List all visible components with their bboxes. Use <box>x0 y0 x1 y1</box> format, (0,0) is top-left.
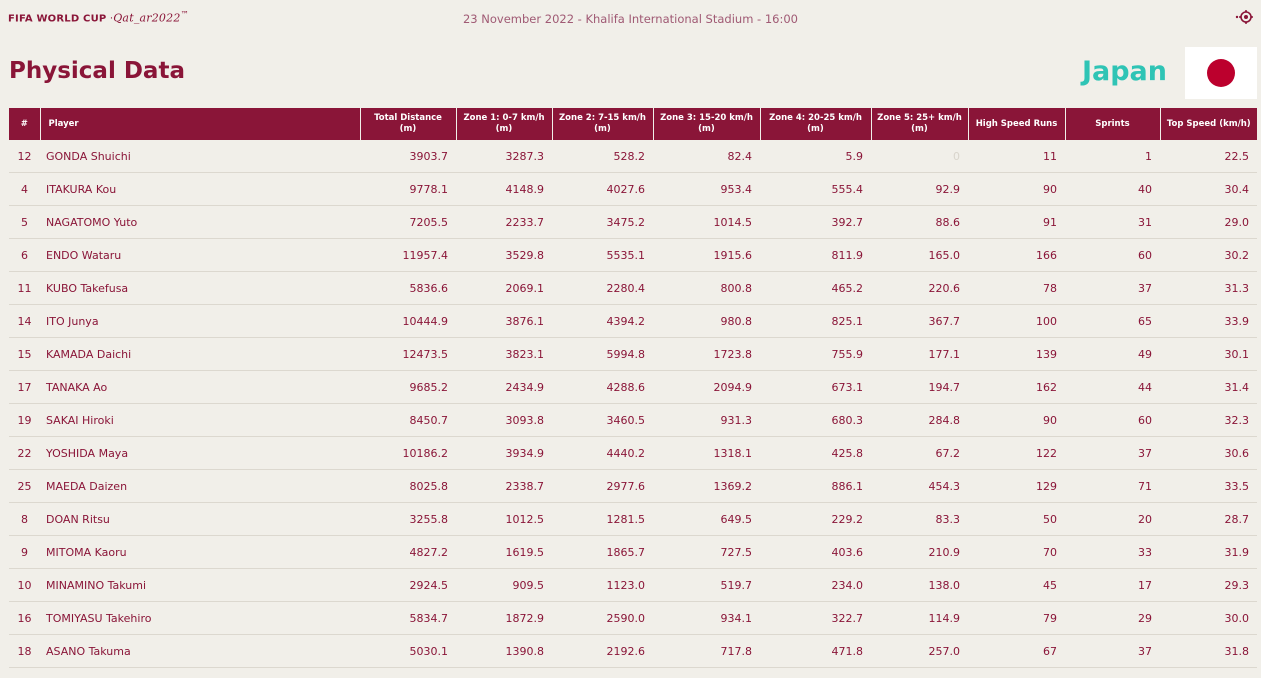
cell-zone4: 229.2 <box>760 503 871 536</box>
table-row <box>9 635 1257 668</box>
cell-total-distance: 8025.8 <box>360 470 456 503</box>
cell-zone2: 2280.4 <box>552 272 653 305</box>
cell-sprints: 33 <box>1065 536 1160 569</box>
cell-total-distance: 7205.5 <box>360 206 456 239</box>
cell-high-speed-runs: 45 <box>968 569 1065 602</box>
table-row <box>9 437 1257 470</box>
cell-sprints: 71 <box>1065 470 1160 503</box>
table-row <box>9 272 1257 305</box>
cell-player: ASANO Takuma <box>40 635 360 668</box>
cell-zone5: 177.1 <box>871 338 968 371</box>
cell-high-speed-runs: 166 <box>968 239 1065 272</box>
cell-total-distance: 5836.6 <box>360 272 456 305</box>
cell-zone1: 2233.7 <box>456 206 552 239</box>
cell-player: KUBO Takefusa <box>40 272 360 305</box>
cell-player: SAKAI Hiroki <box>40 404 360 437</box>
cell-zone4: 403.6 <box>760 536 871 569</box>
cell-number: 25 <box>9 470 40 503</box>
cell-zone5: 67.2 <box>871 437 968 470</box>
cell-high-speed-runs: 100 <box>968 305 1065 338</box>
header-zone5: Zone 5: 25+ km/h (m) <box>871 108 968 140</box>
cell-zone3: 1723.8 <box>653 338 760 371</box>
cell-zone5: 114.9 <box>871 602 968 635</box>
cell-player: MINAMINO Takumi <box>40 569 360 602</box>
table-row <box>9 404 1257 437</box>
header-total-distance: Total Distance (m) <box>360 108 456 140</box>
header-zone1: Zone 1: 0-7 km/h (m) <box>456 108 552 140</box>
cell-total-distance: 9778.1 <box>360 173 456 206</box>
cell-zone3: 980.8 <box>653 305 760 338</box>
cell-zone5: 165.0 <box>871 239 968 272</box>
cell-sprints: 20 <box>1065 503 1160 536</box>
cell-zone4: 811.9 <box>760 239 871 272</box>
cell-zone5: 194.7 <box>871 371 968 404</box>
page-title: Physical Data <box>9 58 185 84</box>
cell-sprints: 31 <box>1065 206 1160 239</box>
table-row <box>9 470 1257 503</box>
cell-zone1: 3876.1 <box>456 305 552 338</box>
cell-player: ITO Junya <box>40 305 360 338</box>
cell-zone5: 210.9 <box>871 536 968 569</box>
header-number: # <box>9 108 40 140</box>
cell-zone2: 4440.2 <box>552 437 653 470</box>
cell-zone5: 0 <box>871 140 968 173</box>
cell-number: 15 <box>9 338 40 371</box>
cell-zone2: 4027.6 <box>552 173 653 206</box>
cell-zone1: 2069.1 <box>456 272 552 305</box>
table-header-row <box>9 108 1257 140</box>
table-row <box>9 371 1257 404</box>
cell-zone4: 322.7 <box>760 602 871 635</box>
cell-sprints: 1 <box>1065 140 1160 173</box>
cell-zone2: 2192.6 <box>552 635 653 668</box>
cell-player: ITAKURA Kou <box>40 173 360 206</box>
cell-high-speed-runs: 129 <box>968 470 1065 503</box>
cell-zone3: 2094.9 <box>653 371 760 404</box>
cell-high-speed-runs: 11 <box>968 140 1065 173</box>
cell-zone1: 1012.5 <box>456 503 552 536</box>
cell-high-speed-runs: 90 <box>968 404 1065 437</box>
cell-zone3: 1318.1 <box>653 437 760 470</box>
cell-top-speed: 28.7 <box>1160 503 1257 536</box>
cell-zone1: 3287.3 <box>456 140 552 173</box>
logo-qatar-text: Qat_ar2022 <box>113 11 181 25</box>
cell-zone3: 649.5 <box>653 503 760 536</box>
cell-zone1: 4148.9 <box>456 173 552 206</box>
cell-number: 4 <box>9 173 40 206</box>
cell-zone4: 680.3 <box>760 404 871 437</box>
match-info: 23 November 2022 - Khalifa International Stadium - 16:00 <box>462 12 798 26</box>
japan-flag <box>1185 47 1257 99</box>
cell-sprints: 65 <box>1065 305 1160 338</box>
cell-sprints: 40 <box>1065 173 1160 206</box>
cell-number: 5 <box>9 206 40 239</box>
cell-zone5: 88.6 <box>871 206 968 239</box>
table-row <box>9 206 1257 239</box>
cell-high-speed-runs: 78 <box>968 272 1065 305</box>
physical-data-table <box>9 108 1257 668</box>
cell-zone5: 92.9 <box>871 173 968 206</box>
cell-total-distance: 10444.9 <box>360 305 456 338</box>
cell-total-distance: 12473.5 <box>360 338 456 371</box>
cell-number: 22 <box>9 437 40 470</box>
cell-zone3: 931.3 <box>653 404 760 437</box>
cell-top-speed: 22.5 <box>1160 140 1257 173</box>
cell-zone2: 5994.8 <box>552 338 653 371</box>
cell-player: YOSHIDA Maya <box>40 437 360 470</box>
cell-zone5: 83.3 <box>871 503 968 536</box>
team-name: Japan <box>1081 56 1167 87</box>
cell-number: 10 <box>9 569 40 602</box>
cell-high-speed-runs: 79 <box>968 602 1065 635</box>
cell-top-speed: 30.1 <box>1160 338 1257 371</box>
cell-total-distance: 10186.2 <box>360 437 456 470</box>
cell-sprints: 37 <box>1065 272 1160 305</box>
cell-zone3: 82.4 <box>653 140 760 173</box>
header-top-speed: Top Speed (km/h) <box>1160 108 1257 140</box>
cell-zone2: 1865.7 <box>552 536 653 569</box>
cell-number: 8 <box>9 503 40 536</box>
cell-sprints: 29 <box>1065 602 1160 635</box>
cell-zone3: 727.5 <box>653 536 760 569</box>
cell-zone2: 3460.5 <box>552 404 653 437</box>
cell-zone3: 1915.6 <box>653 239 760 272</box>
cell-player: MITOMA Kaoru <box>40 536 360 569</box>
cell-total-distance: 11957.4 <box>360 239 456 272</box>
header-zone4: Zone 4: 20-25 km/h (m) <box>760 108 871 140</box>
cell-zone1: 3529.8 <box>456 239 552 272</box>
cell-top-speed: 31.8 <box>1160 635 1257 668</box>
cell-zone5: 367.7 <box>871 305 968 338</box>
cell-zone1: 3934.9 <box>456 437 552 470</box>
cell-zone2: 5535.1 <box>552 239 653 272</box>
cell-zone5: 220.6 <box>871 272 968 305</box>
cell-total-distance: 2924.5 <box>360 569 456 602</box>
cell-total-distance: 3903.7 <box>360 140 456 173</box>
cell-zone1: 3823.1 <box>456 338 552 371</box>
cell-zone4: 755.9 <box>760 338 871 371</box>
cell-player: DOAN Ritsu <box>40 503 360 536</box>
cell-zone5: 257.0 <box>871 635 968 668</box>
cell-player: KAMADA Daichi <box>40 338 360 371</box>
cell-zone4: 886.1 <box>760 470 871 503</box>
cell-zone2: 2590.0 <box>552 602 653 635</box>
cell-number: 12 <box>9 140 40 173</box>
cell-player: TOMIYASU Takehiro <box>40 602 360 635</box>
cell-sprints: 37 <box>1065 635 1160 668</box>
cell-zone2: 1281.5 <box>552 503 653 536</box>
cell-zone3: 953.4 <box>653 173 760 206</box>
cell-number: 18 <box>9 635 40 668</box>
cell-zone4: 825.1 <box>760 305 871 338</box>
cell-total-distance: 4827.2 <box>360 536 456 569</box>
cell-number: 16 <box>9 602 40 635</box>
cell-top-speed: 32.3 <box>1160 404 1257 437</box>
cell-zone2: 1123.0 <box>552 569 653 602</box>
table-row <box>9 338 1257 371</box>
cell-top-speed: 30.0 <box>1160 602 1257 635</box>
cell-number: 19 <box>9 404 40 437</box>
header-player: Player <box>40 108 360 140</box>
cell-number: 6 <box>9 239 40 272</box>
cell-number: 17 <box>9 371 40 404</box>
cell-zone4: 465.2 <box>760 272 871 305</box>
cell-top-speed: 31.4 <box>1160 371 1257 404</box>
cell-zone4: 673.1 <box>760 371 871 404</box>
table-row <box>9 569 1257 602</box>
cell-high-speed-runs: 90 <box>968 173 1065 206</box>
cell-zone3: 1014.5 <box>653 206 760 239</box>
cell-zone2: 3475.2 <box>552 206 653 239</box>
cell-top-speed: 29.3 <box>1160 569 1257 602</box>
cell-top-speed: 33.5 <box>1160 470 1257 503</box>
cell-total-distance: 5030.1 <box>360 635 456 668</box>
cell-zone4: 555.4 <box>760 173 871 206</box>
cell-top-speed: 30.4 <box>1160 173 1257 206</box>
cell-zone4: 471.8 <box>760 635 871 668</box>
cell-player: MAEDA Daizen <box>40 470 360 503</box>
flag-disc <box>1207 59 1235 87</box>
logo-separator: · <box>109 13 114 25</box>
header-high-speed-runs: High Speed Runs <box>968 108 1065 140</box>
settings-icon[interactable] <box>1235 9 1253 25</box>
cell-total-distance: 8450.7 <box>360 404 456 437</box>
cell-zone1: 909.5 <box>456 569 552 602</box>
cell-player: ENDO Wataru <box>40 239 360 272</box>
cell-number: 9 <box>9 536 40 569</box>
table-row <box>9 602 1257 635</box>
logo-fifa-text: FIFA WORLD CUP <box>8 13 107 25</box>
cell-zone3: 1369.2 <box>653 470 760 503</box>
cell-zone5: 284.8 <box>871 404 968 437</box>
cell-total-distance: 3255.8 <box>360 503 456 536</box>
cell-sprints: 60 <box>1065 404 1160 437</box>
cell-zone4: 425.8 <box>760 437 871 470</box>
top-bar <box>0 0 1261 36</box>
table-row <box>9 239 1257 272</box>
cell-high-speed-runs: 162 <box>968 371 1065 404</box>
cell-high-speed-runs: 91 <box>968 206 1065 239</box>
cell-number: 14 <box>9 305 40 338</box>
cell-zone5: 454.3 <box>871 470 968 503</box>
cell-player: NAGATOMO Yuto <box>40 206 360 239</box>
cell-high-speed-runs: 67 <box>968 635 1065 668</box>
table-row <box>9 140 1257 173</box>
cell-sprints: 60 <box>1065 239 1160 272</box>
cell-zone4: 234.0 <box>760 569 871 602</box>
cell-top-speed: 33.9 <box>1160 305 1257 338</box>
cell-high-speed-runs: 139 <box>968 338 1065 371</box>
cell-top-speed: 30.6 <box>1160 437 1257 470</box>
cell-sprints: 44 <box>1065 371 1160 404</box>
cell-zone1: 1619.5 <box>456 536 552 569</box>
table-body <box>9 140 1257 668</box>
cell-top-speed: 31.3 <box>1160 272 1257 305</box>
header-sprints: Sprints <box>1065 108 1160 140</box>
cell-total-distance: 5834.7 <box>360 602 456 635</box>
cell-zone5: 138.0 <box>871 569 968 602</box>
cell-zone2: 4394.2 <box>552 305 653 338</box>
cell-sprints: 37 <box>1065 437 1160 470</box>
cell-zone1: 2434.9 <box>456 371 552 404</box>
cell-zone2: 528.2 <box>552 140 653 173</box>
cell-total-distance: 9685.2 <box>360 371 456 404</box>
cell-zone3: 717.8 <box>653 635 760 668</box>
cell-sprints: 17 <box>1065 569 1160 602</box>
table-row <box>9 173 1257 206</box>
cell-zone2: 2977.6 <box>552 470 653 503</box>
cell-number: 11 <box>9 272 40 305</box>
cell-zone3: 934.1 <box>653 602 760 635</box>
cell-high-speed-runs: 70 <box>968 536 1065 569</box>
cell-zone1: 1390.8 <box>456 635 552 668</box>
cell-zone3: 800.8 <box>653 272 760 305</box>
cell-zone3: 519.7 <box>653 569 760 602</box>
cell-zone4: 5.9 <box>760 140 871 173</box>
table-row <box>9 305 1257 338</box>
cell-player: GONDA Shuichi <box>40 140 360 173</box>
cell-player: TANAKA Ao <box>40 371 360 404</box>
cell-zone1: 1872.9 <box>456 602 552 635</box>
cell-sprints: 49 <box>1065 338 1160 371</box>
header-zone3: Zone 3: 15-20 km/h (m) <box>653 108 760 140</box>
cell-high-speed-runs: 122 <box>968 437 1065 470</box>
cell-zone4: 392.7 <box>760 206 871 239</box>
table-row <box>9 536 1257 569</box>
cell-high-speed-runs: 50 <box>968 503 1065 536</box>
logo-trademark: ™ <box>180 9 190 19</box>
cell-zone1: 3093.8 <box>456 404 552 437</box>
cell-zone1: 2338.7 <box>456 470 552 503</box>
header-zone2: Zone 2: 7-15 km/h (m) <box>552 108 653 140</box>
cell-top-speed: 30.2 <box>1160 239 1257 272</box>
cell-zone2: 4288.6 <box>552 371 653 404</box>
cell-top-speed: 31.9 <box>1160 536 1257 569</box>
cell-top-speed: 29.0 <box>1160 206 1257 239</box>
table-row <box>9 503 1257 536</box>
